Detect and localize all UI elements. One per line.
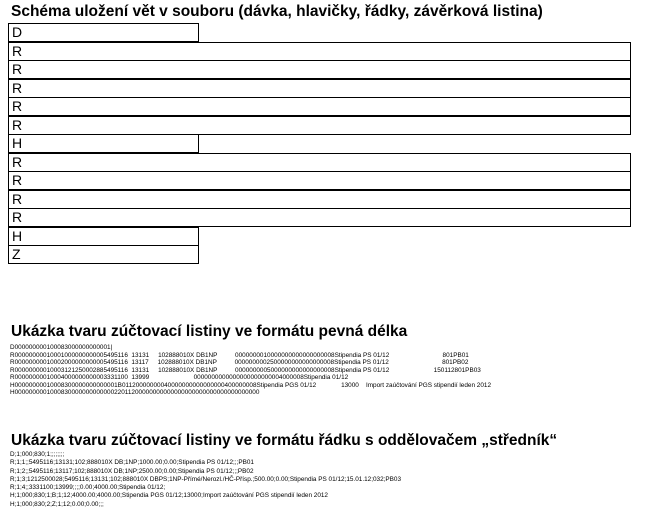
record-row: H [8,227,199,246]
record-row: R [8,97,631,116]
delimited-line: R;1;4;;3331100;13999;;;;0.00;4000.00;Stipendia 01/12; [10,484,166,492]
fixed-line: R00000000010003121250002885495116 13131 102888010X DB1NP 0000000005000000000000000008Stipendia PS 01/12 150112801PB03 [10,366,481,374]
record-row: R [8,190,631,209]
fixed-length-title: Ukázka tvaru zúčtovací listiny ve formátu pevná délka [11,323,408,340]
record-row: H [8,134,199,153]
record-row: R [8,116,631,135]
delimited-line: R;1;1;;5495116;13131;102;888010X DB;1NP;1000.00;0.00;Stipendia PS 01/12;;;PB01 [10,459,254,467]
delimited-listing [10,451,401,509]
record-row: R [8,60,631,79]
fixed-line: D000000000100083000000000001| [10,344,113,351]
delimited-line: R;1;2;;5495116;13117;102;888010X DB;1NP;2500.00;0.00;Stipendia PS 01/12;;;PB02 [10,467,254,475]
fixed-line: R00000000010004000000000003331100 13999 0000000000000000000000004000008Stipendia 01/12 [10,374,349,381]
schema-title: Schéma uložení vět v souboru (dávka, hlavičky, řádky, závěrková listina) [11,3,543,20]
record-row: Z [8,245,199,264]
delimited-line: H;1;000;830;1;B;1;12;4000.00;4000.00;Stipendia PGS 01/12;13000;Import zaúčtování PGS stipendií leden 2012 [10,492,328,500]
delimited-line: H;1;000;830;2;Z;1;12;0.00;0.00;;; [10,500,104,508]
fixed-line: R00000000010002000000000005495116 13117 102888010X DB1NP 0000000002500000000000000008Stipendia PS 01/12 801PB02 [10,359,469,366]
fixed-length-listing [10,344,491,397]
fixed-line: H00000000010008300000000000001B01120000000040000000000000000400000008Stipendia PGS 01/12 13000 Import zaúčtování PGS stipendií leden 2012 [10,381,491,389]
record-row: D [8,23,199,42]
record-row: R [8,171,631,190]
record-row: R [8,42,631,61]
delimited-line: R;1;3;1212500028;5495116;13131;102;888010X DBPS;1NP-Přímé/Nerozl./HČ-Přísp.;500.00;0.00;Stipendia PS 01/12;15.01.12;032;PB03 [10,475,402,483]
record-row: R [8,79,631,98]
record-row: R [8,153,631,172]
delimited-title: Ukázka tvaru zúčtovací listiny ve formátu řádku s oddělovačem „středník“ [11,432,558,449]
delimited-line: D;1;000;830;1;;;;;;;; [10,451,65,458]
fixed-line: H000000000100083000000000000022011200000000000000000000000000000000000 [10,389,260,396]
fixed-line: R00000000010001000000000005495116 13131 102888010X DB1NP 0000000010000000000000000008Stipendia PS 01/12 801PB01 [10,351,469,359]
record-row: R [8,208,631,227]
